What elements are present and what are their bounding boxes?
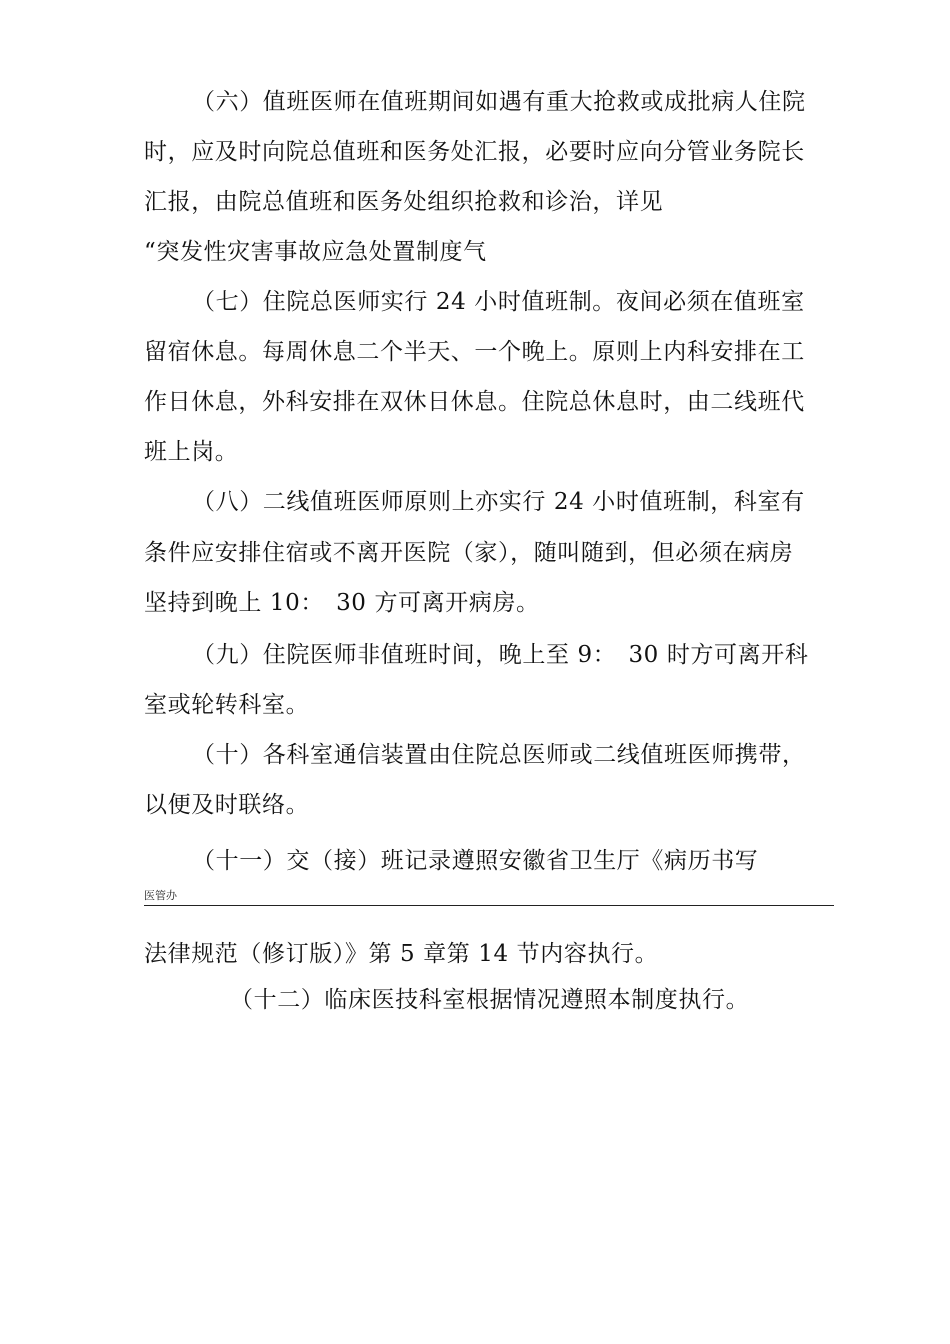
footer-divider — [144, 905, 834, 906]
footer-label: 医管办 — [144, 889, 177, 902]
paragraph-7-line-1: （七）住院总医师实行 24 小时值班制。夜间必须在值班室 — [192, 289, 805, 315]
paragraph-6-line-3: 汇报，由院总值班和医务处组织抢救和诊治，详见 — [144, 189, 664, 215]
paragraph-9-line-2: 室或轮转科室。 — [144, 692, 310, 718]
paragraph-10-line-2: 以便及时联络。 — [144, 792, 310, 818]
paragraph-7-line-3: 作日休息，外科安排在双休日休息。住院总休息时，由二线班代 — [144, 389, 805, 415]
paragraph-10-line-1: （十）各科室通信装置由住院总医师或二线值班医师携带， — [192, 742, 806, 768]
paragraph-11-line-2: 法律规范（修订版）》第 5 章第 14 节内容执行。 — [144, 941, 659, 967]
paragraph-7-line-2: 留宿休息。每周休息二个半天、一个晚上。原则上内科安排在工 — [144, 339, 805, 365]
paragraph-6-line-4: “突发性灾害事故应急处置制度气 — [144, 239, 487, 265]
paragraph-8-line-1: （八）二线值班医师原则上亦实行 24 小时值班制，科室有 — [192, 489, 805, 515]
paragraph-12-line-1: （十二）临床医技科室根据情况遵照本制度执行。 — [230, 987, 750, 1013]
paragraph-11-line-1: （十一）交（接）班记录遵照安徽省卫生厅《病历书写 — [192, 848, 759, 874]
paragraph-9-line-1: （九）住院医师非值班时间，晚上至 9： 30 时方可离开科 — [192, 642, 809, 668]
paragraph-8-line-3: 坚持到晚上 10： 30 方可离开病房。 — [144, 590, 540, 616]
paragraph-8-line-2: 条件应安排住宿或不离开医院（家），随叫随到，但必须在病房 — [144, 540, 794, 566]
paragraph-7-line-4: 班上岗。 — [144, 439, 239, 465]
paragraph-6-line-2: 时，应及时向院总值班和医务处汇报，必要时应向分管业务院长 — [144, 139, 805, 165]
paragraph-6-line-1: （六）值班医师在值班期间如遇有重大抢救或成批病人住院 — [192, 89, 806, 115]
